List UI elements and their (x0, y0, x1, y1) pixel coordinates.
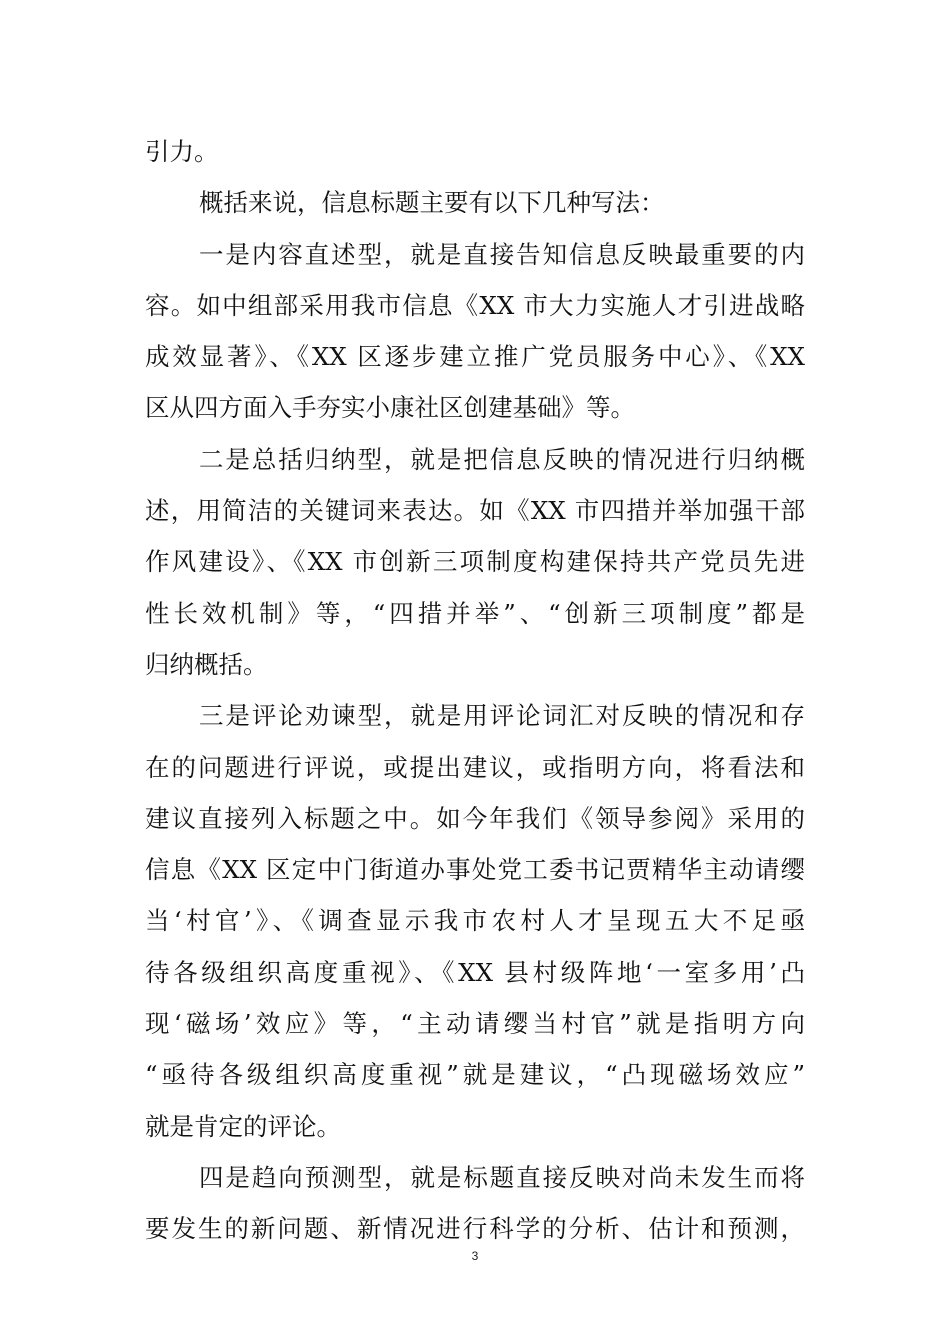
text-line: 四是趋向预测型，就是标题直接反映对尚未发生而将 (199, 1162, 805, 1192)
text-line: 作风建设》、《XX 市创新三项制度构建保持共产党员先进 (145, 547, 805, 577)
text-line: 当‘村官’》、《调查显示我市农村人才呈现五大不足亟 (145, 906, 805, 936)
text-line: 信息《XX 区定中门街道办事处党工委书记贾精华主动请缨 (145, 855, 805, 885)
document-body (145, 126, 805, 1255)
text-line: 现‘磁场’效应》等，“主动请缨当村官”就是指明方向 (145, 1009, 805, 1039)
text-line: 述，用简洁的关键词来表达。如《XX 市四措并举加强干部 (145, 496, 805, 526)
text-line: 区从四方面入手夯实小康社区创建基础》等。 (145, 393, 635, 423)
text-line: 就是肯定的评论。 (145, 1111, 341, 1141)
text-line: 概括来说，信息标题主要有以下几种写法： (199, 188, 665, 218)
text-line: 建议直接列入标题之中。如今年我们《领导参阅》采用的 (145, 803, 805, 833)
page-number: 3 (471, 1249, 479, 1263)
text-line: 一是内容直述型，就是直接告知信息反映最重要的内 (199, 239, 805, 269)
text-line: 归纳概括。 (145, 649, 268, 679)
text-line: 性长效机制》等，“四措并举”、“创新三项制度”都是 (145, 598, 805, 628)
text-line: 引力。 (145, 137, 219, 166)
text-line: 二是总括归纳型，就是把信息反映的情况进行归纳概 (199, 444, 805, 474)
text-line: 容。如中组部采用我市信息《XX 市大力实施人才引进战略 (145, 290, 805, 320)
text-line: 要发生的新问题、新情况进行科学的分析、估计和预测， (145, 1214, 805, 1244)
text-line: 在的问题进行评说，或提出建议，或指明方向，将看法和 (145, 752, 805, 782)
text-line: “亟待各级组织高度重视”就是建议，“凸现磁场效应” (145, 1060, 805, 1090)
text-line: 待各级组织高度重视》、《XX 县村级阵地‘一室多用’凸 (145, 957, 805, 987)
text-line: 三是评论劝谏型，就是用评论词汇对反映的情况和存 (199, 701, 805, 731)
text-line: 成效显著》、《XX 区逐步建立推广党员服务中心》、《XX (145, 342, 805, 372)
